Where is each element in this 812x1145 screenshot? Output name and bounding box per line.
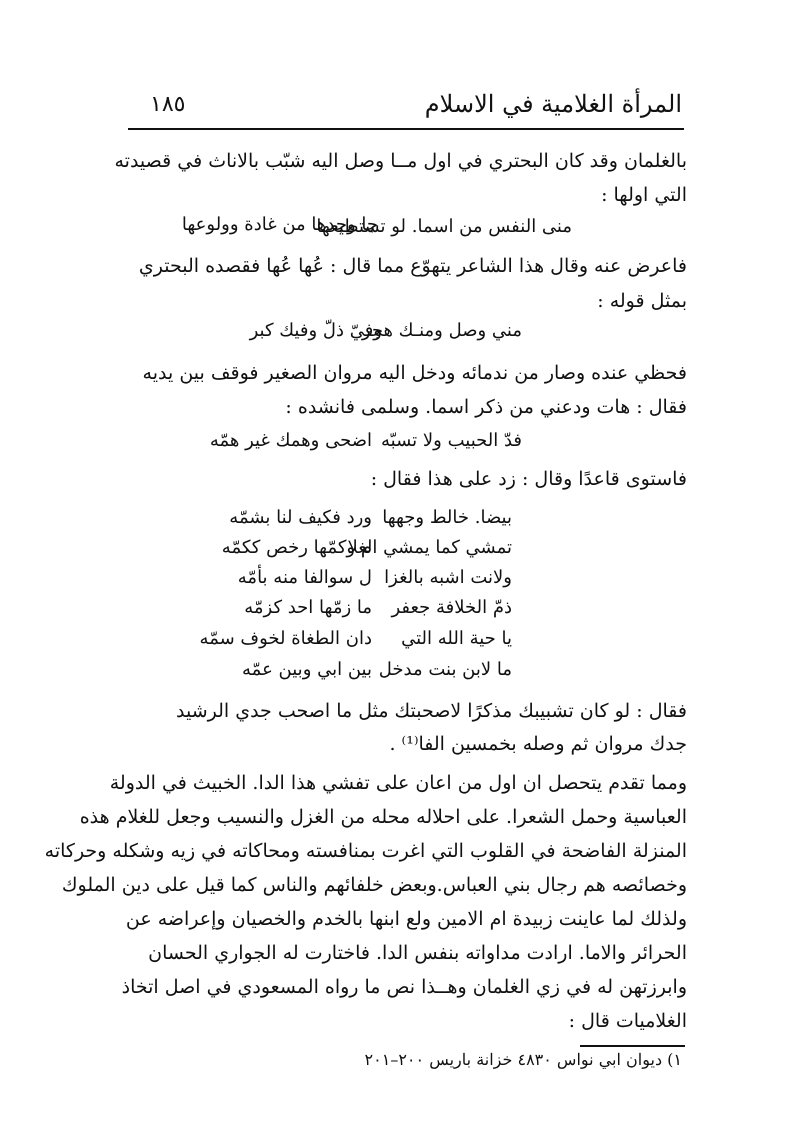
body-line: فحظي عنده وصار من ندمائه ودخل اليه مروان الصغير فوقف بين يديه	[142, 362, 687, 384]
body-line: ومما تقدم يتحصل ان اول من اعان على تفشي هذا الدا. الخبيث في الدولة	[109, 772, 687, 794]
body-line: بالغلمان وقد كان البحتري في اول مــا وصل اليه شبّب بالاناث في قصيدته	[114, 150, 687, 172]
verse-hemistich: فدّ الحبيب ولا تسبّه	[381, 430, 522, 451]
body-line: بمثل قوله :	[597, 290, 687, 312]
page-number: ١٨٥	[150, 92, 186, 117]
verse-hemistich: ل سوالفا منه بأمّه	[237, 567, 372, 588]
verse-hemistich: اضحى وهمك غير همّه	[209, 430, 372, 451]
body-line: وخصائصه هم رجال بني العباس.وبعض خلفائهم والناس كما قيل على دين الملوك	[61, 874, 687, 896]
verse-hemistich: م وكمّها رخص ككمّه	[221, 537, 372, 558]
body-line: العباسية وحمل الشعرا. على احلاله محله من الغزل والنسيب وجعل للغلام هذه	[79, 806, 687, 828]
body-line: التي اولها :	[601, 184, 687, 206]
verse-hemistich: دان الطغاة لخوف سمّه	[199, 628, 372, 649]
body-line: فاعرض عنه وقال هذا الشاعر يتهوّع مما قال : عُها عُها فقصده البحتري	[138, 255, 687, 277]
verse-hemistich: وفيّ ذلّ وفيك كبر	[249, 320, 382, 341]
verse-hemistich: تمشي كما يمشي الغلا	[347, 537, 512, 558]
verse-hemistich: ذمّ الخلافة جعفر	[391, 597, 512, 618]
verse-hemistich: يا حية الله التي	[401, 628, 512, 649]
verse-hemistich: ولانت اشبه بالغزا	[384, 567, 512, 588]
body-line: وابرزتهن له في زي الغلمان وهــذا نص ما رواه المسعودي في اصل اتخاذ	[121, 976, 687, 998]
body-line: ولذلك لما عاينت زبيدة ام الامين ولع ابنها بالخدم والخصيان وإعراضه عن	[125, 908, 687, 930]
verse-hemistich: ما زمّها احد كزمّه	[244, 597, 372, 618]
body-line: فقال : لو كان تشبيبك مذكرًا لاصحبتك مثل ما اصحب جدي الرشيد	[175, 700, 687, 722]
verse-hemistich: بين ابي وبين عمّه	[242, 659, 372, 680]
verse-hemistich: جا وجدها من غادة وولوعها	[181, 214, 378, 235]
body-line: فاستوى قاعدًا وقال : زد على هذا فقال :	[370, 468, 687, 490]
verse-hemistich: منى النفس من اسما. لو تستطيعها	[316, 216, 572, 237]
verse-hemistich: بيضا. خالط وجهها	[382, 507, 512, 528]
verse-hemistich: مني وصل ومنـك هجر	[361, 320, 522, 341]
verse-hemistich: ما لابن بنت مدخل	[378, 659, 512, 680]
body-line: الحرائر والاما. ارادت مداواته بنفس الدا. فاختارت له الجواري الحسان	[148, 942, 687, 964]
running-title: المرأة الغلامية في الاسلام	[424, 90, 682, 118]
footnote-rule	[580, 1045, 685, 1047]
verse-hemistich: ورد فكيف لنا بشمّه	[229, 507, 372, 528]
body-line: الغلاميات قال :	[568, 1010, 687, 1032]
body-line: جدك مروان ثم وصله بخمسين الفا⁽¹⁾ .	[389, 733, 687, 755]
footnote: ١) ديوان ابي نواس ٤٨٣٠ خزانة باريس ٢٠٠–٢٠١	[364, 1050, 682, 1069]
body-line: المنزلة الفاضحة في القلوب التي اغرت بمنافسته ومحاكاته في زيه وشكله وحركاته	[44, 840, 687, 862]
header-rule	[128, 128, 684, 130]
body-line: فقال : هات ودعني من ذكر اسما. وسلمى فانشده :	[285, 396, 687, 418]
